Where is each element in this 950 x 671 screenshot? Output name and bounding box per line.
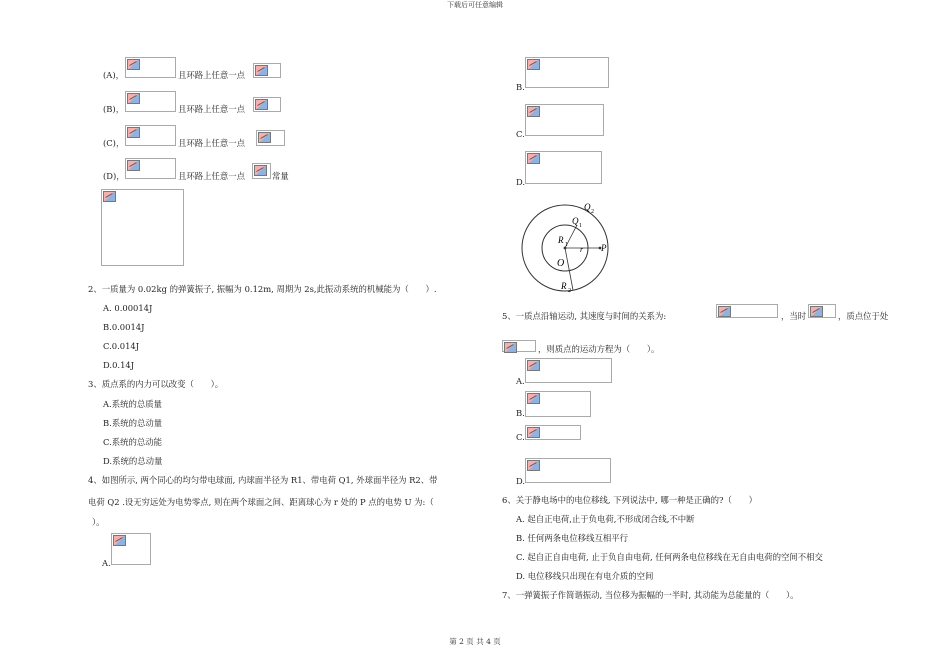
q1-option-d-formula-image [125, 158, 176, 179]
q6-option-d: D. 电位移线只出现在有电介质的空间 [516, 571, 654, 581]
q4-option-b-label: B. [516, 82, 525, 92]
q2-option-c: C.0.014J [103, 341, 140, 351]
q6-option-a: A. 起自正电荷,止于负电荷,不形成闭合线,不中断 [516, 514, 695, 524]
image-placeholder-icon [255, 65, 268, 76]
q1-option-b-text: 且环路上任意一点 [178, 104, 245, 114]
q4-stem-line-3: ）。 [92, 517, 105, 527]
q2-stem: 2、一质量为 0.02kg 的弹簧振子, 振幅为 0.12m, 周期为 2s,此振动系统的机械能为（ ）. [88, 284, 437, 294]
q4-option-d-formula-image [525, 151, 602, 184]
q1-option-b-formula-image [125, 91, 176, 112]
q1-option-a-text: 且环路上任意一点 [178, 70, 245, 80]
image-placeholder-icon [113, 535, 126, 546]
q1-option-c-formula-image [125, 125, 176, 146]
q6-stem: 6、关于静电场中的电位移线, 下列说法中, 哪一种是正确的?（ ） [502, 495, 757, 505]
q3-option-a: A.系统的总质量 [103, 399, 162, 409]
q1-option-d-text: 且环路上任意一点 [178, 171, 245, 181]
label-r1-sub: 1 [565, 242, 568, 248]
q5-stem-part-1: 5、一质点沿轴运动, 其速度与时间的关系为: [502, 311, 667, 321]
image-placeholder-icon [254, 165, 267, 176]
q4-option-a-formula-image [111, 533, 151, 565]
q3-option-c: C.系统的总动能 [103, 437, 163, 447]
q6-option-b: B. 任何两条电位移线互相平行 [516, 533, 628, 543]
image-placeholder-icon [810, 306, 823, 317]
q5-velocity-formula-image [716, 304, 778, 318]
q5-option-d-formula-image [525, 458, 611, 483]
image-placeholder-icon [527, 427, 540, 438]
q5-position-formula-image [502, 340, 536, 352]
q5-option-a-label: A. [516, 376, 525, 386]
q7-stem: 7、一弹簧振子作简谐振动, 当位移为振幅的一半时, 其动能为总能量的（ ）。 [502, 590, 799, 600]
label-q2: Q [584, 202, 591, 212]
label-q2-sub: 2 [591, 209, 594, 215]
q5-time-formula-image [808, 304, 836, 318]
q3-stem: 3、质点系的内力可以改变（ ）。 [88, 379, 224, 389]
q5-option-c-label: C. [516, 432, 525, 442]
q4-option-c-formula-image [525, 104, 604, 136]
q2-option-b: B.0.0014J [103, 322, 145, 332]
label-q1: Q [572, 216, 579, 226]
page-header: 下载后可任意编辑 [447, 1, 503, 9]
label-o: O [557, 258, 565, 269]
q2-option-d: D.0.14J [103, 360, 135, 370]
image-placeholder-icon [718, 306, 731, 317]
q5-option-b-formula-image [525, 391, 591, 417]
image-placeholder-icon [527, 153, 540, 164]
q5-option-d-label: D. [516, 476, 526, 486]
q1-option-b-label: (B)， [103, 104, 125, 114]
image-placeholder-icon [127, 93, 140, 104]
q1-option-a-formula-image [125, 57, 176, 78]
q4-option-a-label: A. [102, 558, 111, 568]
q1-option-c-text: 且环路上任意一点 [178, 138, 245, 148]
q1-figure-image [101, 189, 184, 266]
q1-option-c-formula-image-2 [256, 130, 285, 146]
label-r2: R [561, 281, 567, 291]
image-placeholder-icon [527, 106, 540, 117]
q1-option-a-formula-image-2 [253, 63, 281, 78]
label-r2-sub: 2 [568, 288, 571, 294]
image-placeholder-icon [527, 360, 540, 371]
q5-stem-line-2: ，则质点的运动方程为（ ）。 [538, 344, 660, 354]
image-placeholder-icon [255, 99, 268, 110]
label-r1: R [558, 235, 564, 245]
image-placeholder-icon [527, 460, 540, 471]
image-placeholder-icon [127, 127, 140, 138]
q1-option-d-label: (D)， [103, 171, 125, 181]
q4-option-c-label: C. [516, 129, 525, 139]
image-placeholder-icon [527, 393, 540, 404]
q4-stem-line-1: 4、如图所示, 两个同心的均匀带电球面, 内球面半径为 R1、带电荷 Q1, 外球面半径为 R2、带 [88, 475, 438, 485]
q5-option-c-formula-image [525, 425, 581, 440]
q1-option-d-formula-image-2 [252, 163, 271, 179]
image-placeholder-icon [504, 342, 517, 353]
q4-option-d-label: D. [516, 177, 526, 187]
image-placeholder-icon [527, 59, 540, 70]
image-placeholder-icon [258, 132, 271, 143]
image-placeholder-icon [127, 160, 140, 171]
label-r: r [580, 245, 584, 254]
label-p: P [601, 243, 607, 253]
q4-option-b-formula-image [525, 57, 609, 88]
q3-option-d: D.系统的总动量 [103, 456, 163, 466]
q1-option-a-label: (A)， [103, 70, 124, 80]
q5-option-b-label: B. [516, 408, 525, 418]
label-q1-sub: 1 [579, 223, 582, 229]
q4-stem-line-2: 电荷 Q2 .设无穷远处为电势零点, 则在两个球面之间、距离球心为 r 处的 P 点的电势 U 为:（ [88, 497, 434, 507]
image-placeholder-icon [127, 59, 140, 70]
q5-stem-part-2: ，当时 [781, 311, 807, 321]
q5-stem-part-3: ，质点位于处 [838, 311, 889, 321]
q1-option-c-label: (C)， [103, 138, 125, 148]
page-footer: 第 2 页 共 4 页 [449, 637, 501, 646]
q5-option-a-formula-image [525, 358, 612, 383]
q1-option-d-tail: 常量 [272, 171, 289, 181]
q3-option-b: B.系统的总动量 [103, 418, 163, 428]
image-placeholder-icon [103, 191, 116, 202]
concentric-spheres-figure [515, 198, 615, 298]
q6-option-c: C. 起自正自由电荷, 止于负自由电荷, 任何两条电位移线在无自由电荷的空间不相交 [516, 552, 823, 562]
q1-option-b-formula-image-2 [253, 97, 281, 112]
q2-option-a: A. 0.00014J [103, 303, 153, 313]
